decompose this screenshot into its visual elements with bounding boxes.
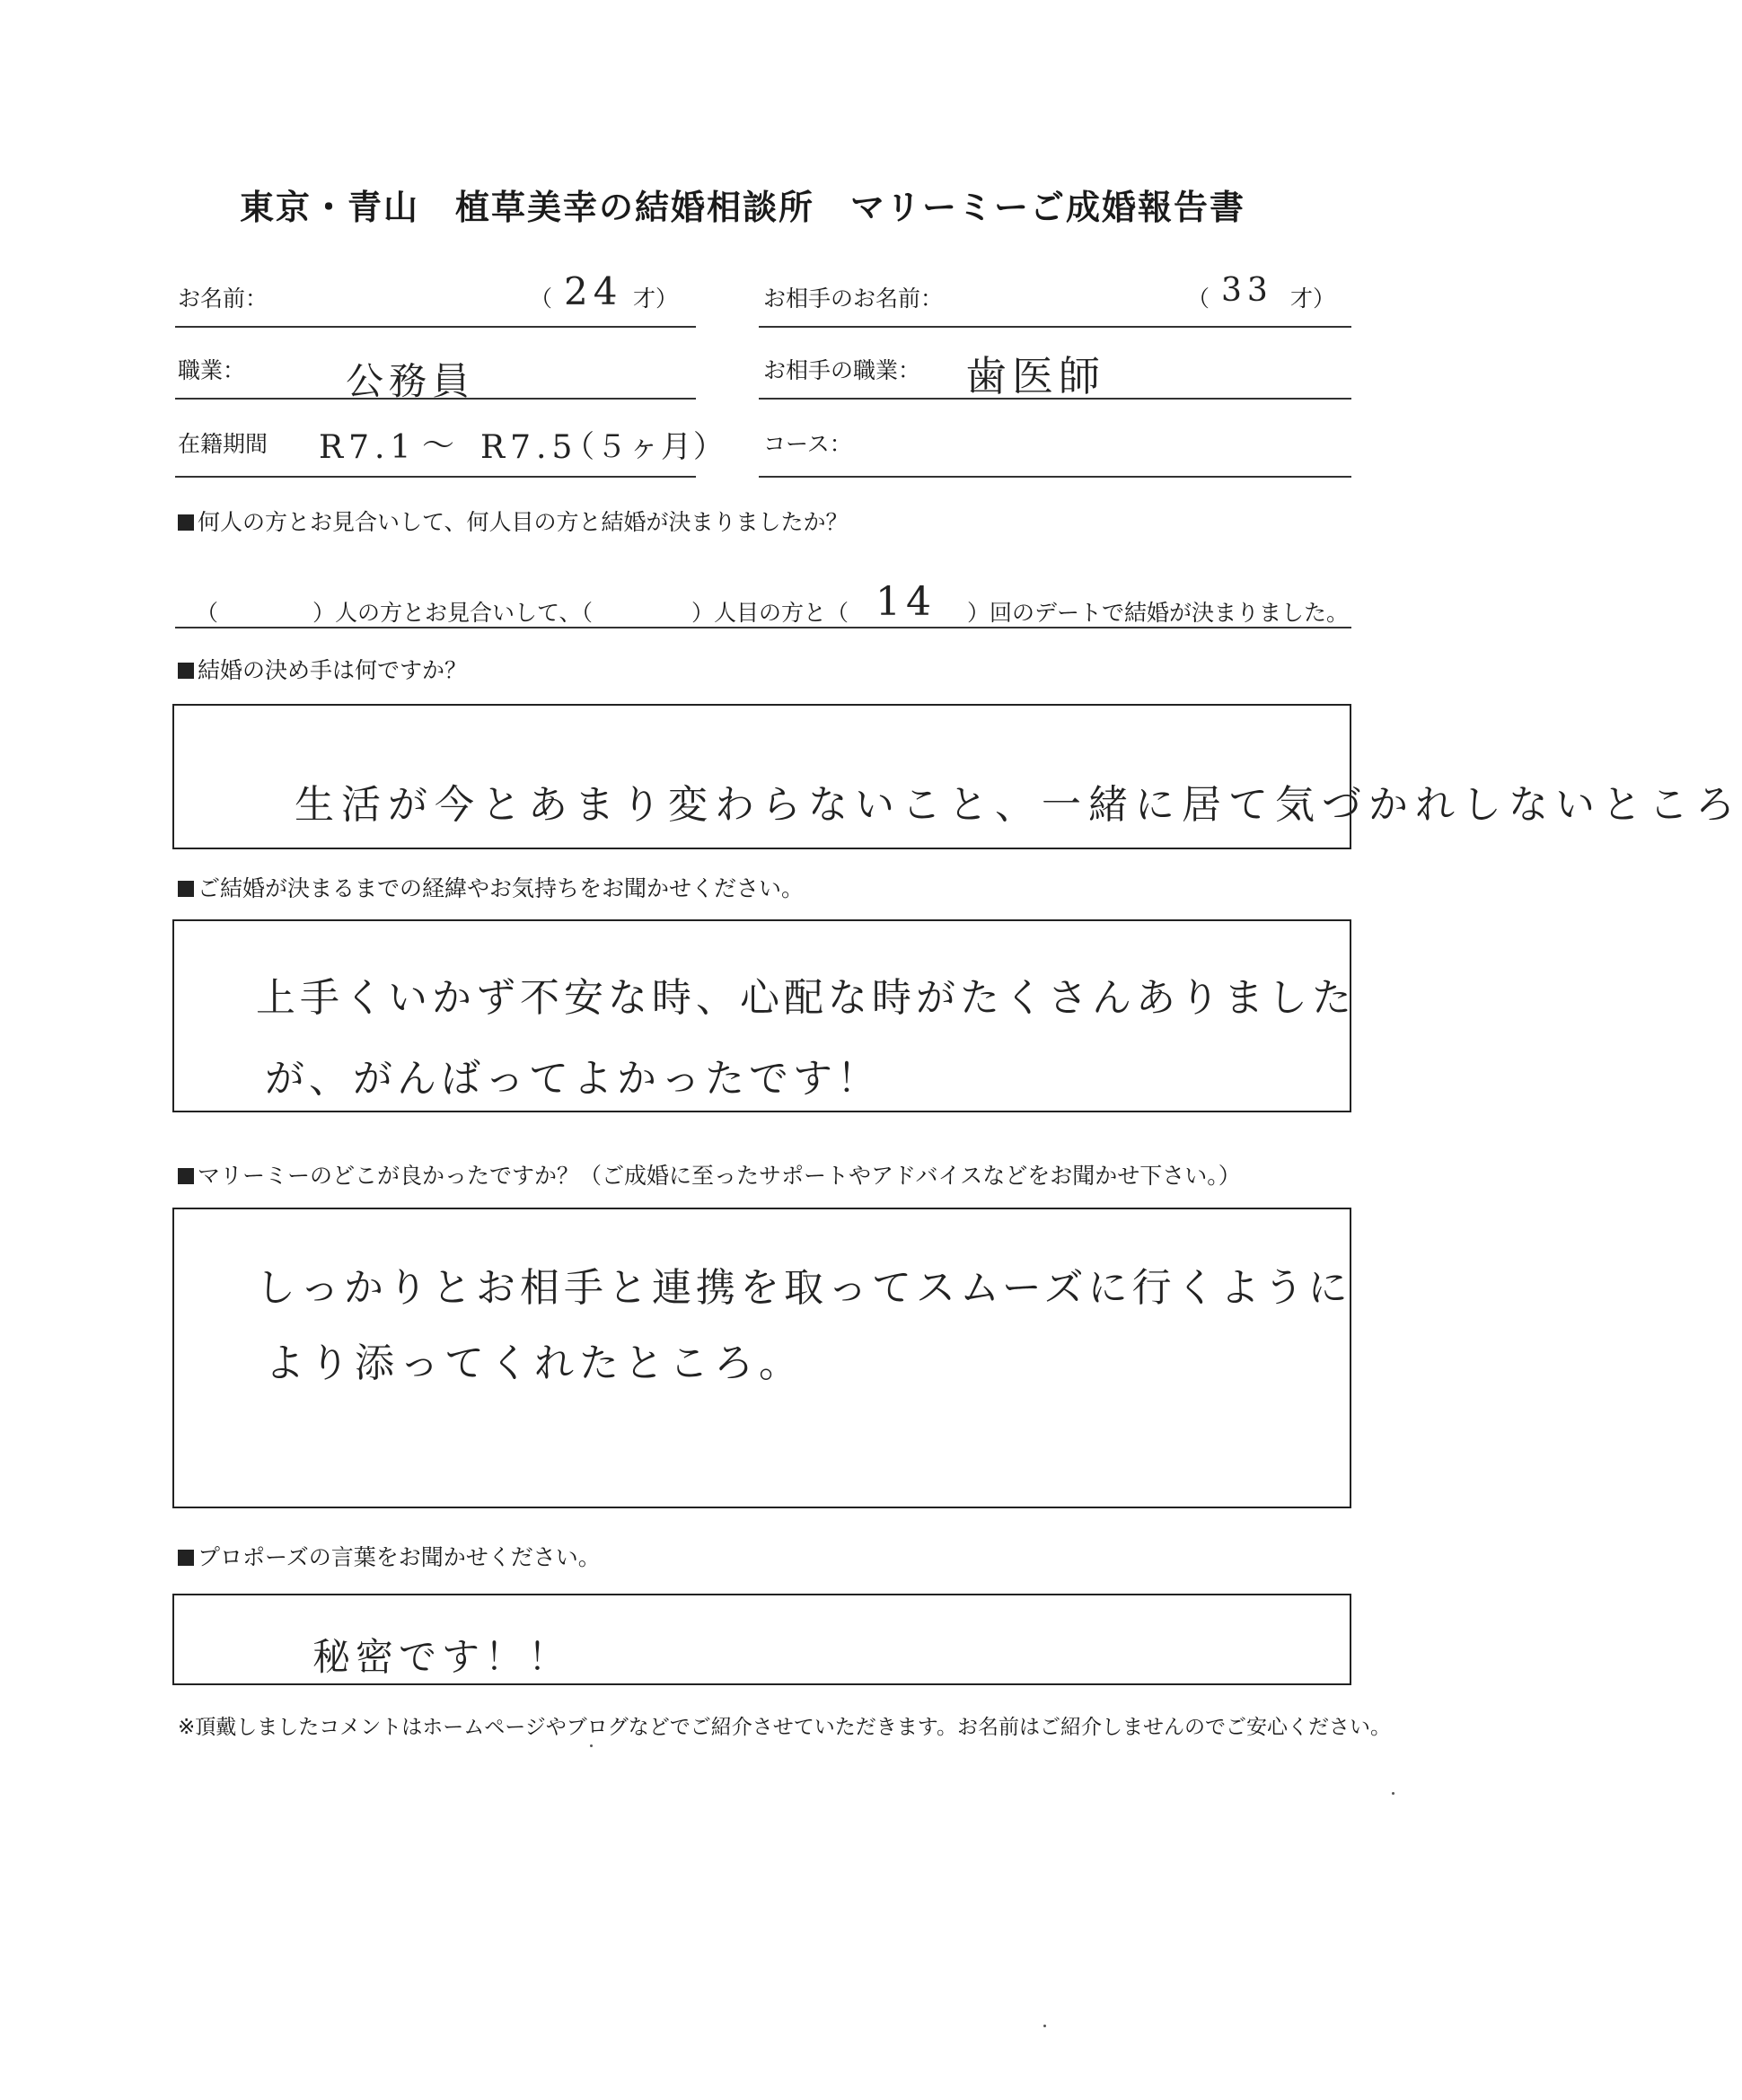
q5-answer: 秘密です！！ <box>312 1635 572 1679</box>
partner-age-value: 33 <box>1221 272 1273 309</box>
partner-age-open-paren: （ <box>1187 286 1210 312</box>
name-label: お名前： <box>178 286 268 312</box>
scan-speck <box>590 1744 593 1747</box>
age-close-paren: 才） <box>633 286 679 312</box>
q1-underline <box>175 627 1351 628</box>
partner-name-underline <box>759 326 1351 328</box>
q4-answer-line1: しっかりとお相手と連携を取ってスムーズに行くように <box>256 1265 1352 1311</box>
partner-age-close-paren: 才） <box>1290 286 1336 312</box>
q4-question: マリーミーのどこが良かったですか？（ご成婚に至ったサポートやアドバイスなどをお聞かせ下さい。） <box>178 1158 1241 1191</box>
period-months: （５ヶ月） <box>564 429 726 465</box>
period-start: R7.1 <box>319 429 417 466</box>
bullet-square-icon <box>178 1550 194 1566</box>
age-open-paren: （ <box>530 286 553 312</box>
q1-text-2: ）人目の方と（ <box>691 600 849 626</box>
period-underline <box>175 476 696 478</box>
q3-question: ご結婚が決まるまでの経緯やお気持ちをお聞かせください。 <box>178 871 804 903</box>
period-label: 在籍期間 <box>178 431 268 457</box>
bullet-square-icon <box>178 881 194 897</box>
q1-paren-1: （ <box>196 600 219 626</box>
bullet-square-icon <box>178 1168 194 1184</box>
q3-answer-line2: が、がんばってよかったです！ <box>265 1056 881 1102</box>
partner-job-label: お相手の職業： <box>763 357 921 383</box>
job-underline <box>175 398 696 400</box>
report-title: 東京・青山 植草美幸の結婚相談所 マリーミーご成婚報告書 <box>239 188 1245 227</box>
partner-job-underline <box>759 398 1351 400</box>
partner-job-value: 歯医師 <box>965 352 1105 400</box>
footer-note: ※頂戴しましたコメントはホームページやブログなどでご紹介させていただきます。お名前はご紹介しませんのでご安心ください。 <box>178 1716 1391 1739</box>
age-value: 24 <box>564 269 623 313</box>
period-separator: 〜 <box>422 427 461 464</box>
job-value: 公務員 <box>346 359 476 403</box>
period-end: R7.5 <box>480 429 578 466</box>
q2-answer: 生活が今とあまり変わらないこと、一緒に居て気づかれしないところ <box>295 782 1742 828</box>
q5-question: プロポーズの言葉をお聞かせください。 <box>178 1540 601 1572</box>
bullet-square-icon <box>178 663 194 679</box>
q3-answer-line1: 上手くいかず不安な時、心配な時がたくさんありました <box>256 975 1356 1021</box>
q2-question: 結婚の決め手は何ですか？ <box>178 653 467 685</box>
q4-answer-line2: より添ってくれたところ。 <box>265 1340 804 1386</box>
q1-question: 何人の方とお見合いして、何人目の方と結婚が決まりましたか？ <box>178 505 849 537</box>
course-label: コース： <box>763 431 852 457</box>
bullet-square-icon <box>178 514 194 531</box>
scan-speck <box>1392 1792 1394 1795</box>
q1-text-1: ）人の方とお見合いして、（ <box>312 600 594 626</box>
scan-speck <box>1043 2025 1046 2027</box>
job-label: 職業： <box>178 357 246 383</box>
partner-name-label: お相手のお名前： <box>763 286 944 312</box>
q1-text-3: ）回のデートで結婚が決まりました。 <box>967 600 1350 626</box>
name-underline <box>175 326 696 328</box>
course-underline <box>759 476 1351 478</box>
q1-dates-value: 14 <box>875 579 937 625</box>
